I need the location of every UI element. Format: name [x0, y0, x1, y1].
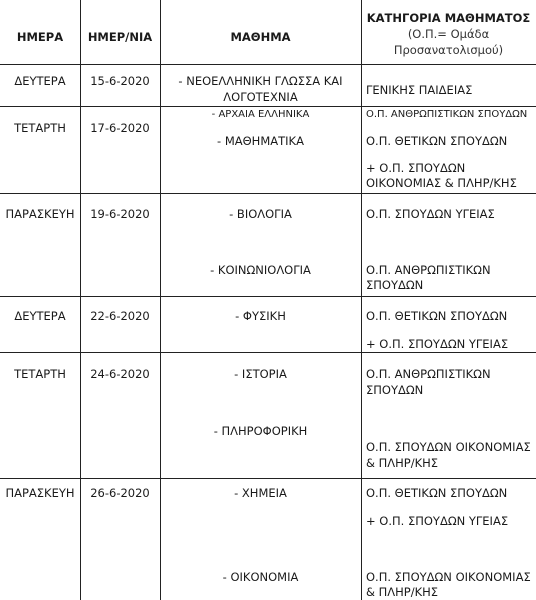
row-subject: - ΙΣΤΟΡΙΑ — [234, 367, 287, 381]
row-category: Ο.Π. ΣΠΟΥΔΩΝ ΥΓΕΙΑΣ — [366, 207, 495, 221]
row-category: ΣΠΟΥΔΩΝ — [366, 278, 424, 292]
header-subject: ΜΑΘΗΜΑ — [230, 30, 291, 44]
row-day: ΔΕΥΤΕΡΑ — [14, 309, 66, 323]
row-category: Ο.Π. ΑΝΘΡΩΠΙΣΤΙΚΩΝ — [366, 263, 491, 277]
row-category: Ο.Π. ΣΠΟΥΔΩΝ ΟΙΚΟΝΟΜΙΑΣ — [366, 440, 531, 454]
row-category: ΟΙΚΟΝΟΜΙΑΣ & ΠΛΗΡ/ΚΗΣ — [366, 176, 517, 190]
row-category: Ο.Π. ΘΕΤΙΚΩΝ ΣΠΟΥΔΩΝ — [366, 309, 508, 323]
row-subject: - ΠΛΗΡΟΦΟΡΙΚΗ — [213, 424, 308, 438]
row-category: Ο.Π. ΑΝΘΡΩΠΙΣΤΙΚΩΝ ΣΠΟΥΔΩΝ — [366, 109, 528, 120]
row-category: & ΠΛΗΡ/ΚΗΣ — [366, 585, 439, 599]
row-date: 15-6-2020 — [90, 74, 150, 88]
row-category: & ΠΛΗΡ/ΚΗΣ — [366, 456, 439, 470]
header-category-note: Προσανατολισμού) — [393, 43, 504, 57]
row-date: 26-6-2020 — [90, 486, 150, 500]
column-divider — [80, 0, 81, 600]
row-category: Ο.Π. ΑΝΘΡΩΠΙΣΤΙΚΩΝ — [366, 367, 491, 381]
header-day: ΗΜΕΡΑ — [16, 30, 64, 44]
row-divider — [0, 478, 536, 479]
row-divider — [0, 106, 536, 107]
row-category: + Ο.Π. ΣΠΟΥΔΩΝ ΥΓΕΙΑΣ — [366, 514, 509, 528]
row-divider — [0, 193, 536, 194]
row-date: 22-6-2020 — [90, 309, 150, 323]
header-category: ΚΑΤΗΓΟΡΙΑ ΜΑΘΗΜΑΤΟΣ — [366, 11, 531, 25]
row-subject: - ΑΡΧΑΙΑ ΕΛΛΗΝΙΚΑ — [211, 109, 310, 120]
row-subject: - ΝΕΟΕΛΛΗΝΙΚΗ ΓΛΩΣΣΑ ΚΑΙ — [178, 74, 343, 88]
row-subject: - ΟΙΚΟΝΟΜΙΑ — [222, 570, 299, 584]
row-category: Ο.Π. ΘΕΤΙΚΩΝ ΣΠΟΥΔΩΝ — [366, 486, 508, 500]
row-date: 24-6-2020 — [90, 367, 150, 381]
row-category: Ο.Π. ΣΠΟΥΔΩΝ ΟΙΚΟΝΟΜΙΑΣ — [366, 570, 531, 584]
row-day: ΤΕΤΑΡΤΗ — [14, 121, 66, 135]
row-category: + Ο.Π. ΣΠΟΥΔΩΝ — [366, 161, 466, 175]
row-date: 17-6-2020 — [90, 121, 150, 135]
row-subject: - ΚΟΙΝΩΝΙΟΛΟΓΙΑ — [210, 263, 311, 277]
row-category: ΓΕΝΙΚΗΣ ΠΑΙΔΕΙΑΣ — [366, 83, 473, 97]
row-day: ΔΕΥΤΕΡΑ — [14, 74, 66, 88]
row-day: ΤΕΤΑΡΤΗ — [14, 367, 66, 381]
header-date: ΗΜΕΡ/ΝΙΑ — [87, 30, 153, 44]
row-divider — [0, 296, 536, 297]
row-date: 19-6-2020 — [90, 207, 150, 221]
row-category: + Ο.Π. ΣΠΟΥΔΩΝ ΥΓΕΙΑΣ — [366, 337, 509, 351]
row-divider — [0, 64, 536, 65]
row-subject: - ΜΑΘΗΜΑΤΙΚΑ — [217, 134, 304, 148]
row-divider — [0, 352, 536, 353]
header-category-note: (Ο.Π.= Ομάδα — [407, 27, 490, 41]
row-subject: - ΒΙΟΛΟΓΙΑ — [229, 207, 292, 221]
row-subject: ΛΟΓΟΤΕΧΝΙΑ — [223, 90, 298, 104]
row-subject: - ΦΥΣΙΚΗ — [235, 309, 286, 323]
row-subject: - ΧΗΜΕΙΑ — [234, 486, 287, 500]
row-category: Ο.Π. ΘΕΤΙΚΩΝ ΣΠΟΥΔΩΝ — [366, 134, 508, 148]
row-day: ΠΑΡΑΣΚΕΥΗ — [5, 486, 75, 500]
column-divider — [361, 0, 362, 600]
row-day: ΠΑΡΑΣΚΕΥΗ — [5, 207, 75, 221]
row-category: ΣΠΟΥΔΩΝ — [366, 383, 424, 397]
